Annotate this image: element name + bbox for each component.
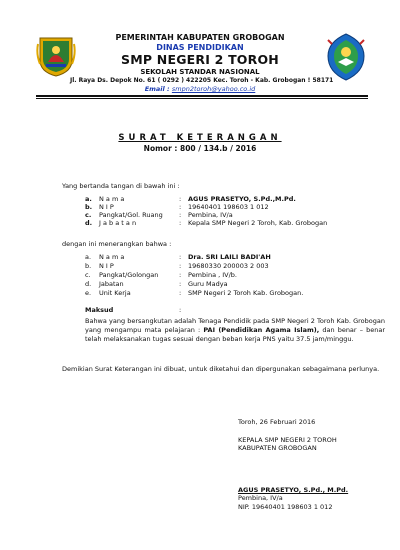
row-letter: e. xyxy=(85,289,92,297)
document-title: SURAT KETERANGAN xyxy=(118,133,282,143)
signer-name: AGUS PRASETYO, S.Pd., M.Pd. xyxy=(238,486,349,494)
row-colon: : xyxy=(179,211,182,219)
subject-highlight: PAI (Pendidikan Agama Islam), xyxy=(203,326,320,334)
row-label: Jabatan xyxy=(99,280,124,288)
signer-title-line2: KABUPATEN GROBOGAN xyxy=(238,444,317,452)
email-link[interactable]: smpn2toroh@yahoo.co.id xyxy=(171,85,256,93)
letterhead-rule-thin xyxy=(36,98,368,99)
subject-row xyxy=(85,280,385,288)
letterhead-government: PEMERINTAH KABUPATEN GROBOGAN xyxy=(115,33,285,42)
subject-row xyxy=(85,262,385,270)
row-label: N a m a xyxy=(99,195,125,203)
row-value: AGUS PRASETYO, S.Pd.,M.Pd. xyxy=(188,195,296,203)
row-label: Unit Kerja xyxy=(99,289,131,297)
maksud-label: Maksud xyxy=(85,306,114,314)
subject-row xyxy=(85,271,385,279)
row-label: Pangkat/Golongan xyxy=(99,271,159,279)
signer-row xyxy=(85,195,385,203)
place-date: Toroh, 26 Februari 2016 xyxy=(238,418,316,426)
row-value: 19680330 200003 2 003 xyxy=(188,262,269,270)
row-letter: b. xyxy=(85,203,93,211)
signer-row xyxy=(85,219,385,227)
row-colon: : xyxy=(179,289,182,297)
letterhead-school-status: SEKOLAH STANDAR NASIONAL xyxy=(140,68,260,76)
intro-text: Yang bertanda tangan di bawah ini : xyxy=(62,182,180,190)
row-label: J a b a t a n xyxy=(99,219,137,227)
row-value: Pembina, IV/a xyxy=(188,211,233,219)
letterhead-rule-thick xyxy=(36,95,368,97)
school-emblem-logo xyxy=(324,32,368,82)
intro2-text: dengan ini menerangkan bahwa : xyxy=(62,240,172,248)
row-letter: a. xyxy=(85,253,92,261)
row-colon: : xyxy=(179,271,182,279)
row-label: N I P xyxy=(99,262,114,270)
signer-title-line1: KEPALA SMP NEGERI 2 TOROH xyxy=(238,436,337,444)
email-label: Email : xyxy=(144,85,172,93)
closing-paragraph: Demikian Surat Keterangan ini dibuat, untuk diketahui dan dipergunakan sebagaimana perlunya. xyxy=(62,365,380,373)
row-letter: c. xyxy=(85,271,91,279)
row-value: Pembina , IV/b. xyxy=(188,271,237,279)
signer-rank: Pembina, IV/a xyxy=(238,494,283,502)
row-value: Kepala SMP Negeri 2 Toroh, Kab. Grobogan xyxy=(188,219,328,227)
maksud-heading xyxy=(85,306,385,314)
subject-row xyxy=(85,253,385,261)
letterhead-school-name: SMP NEGERI 2 TOROH xyxy=(121,52,279,67)
row-letter: d. xyxy=(85,219,93,227)
document-number: Nomor : 800 / 134.b / 2016 xyxy=(143,144,257,153)
letterhead-email-line xyxy=(70,85,330,93)
row-colon: : xyxy=(179,195,182,203)
row-colon: : xyxy=(179,262,182,270)
subject-row xyxy=(85,289,385,297)
row-colon: : xyxy=(179,253,182,261)
row-letter: a. xyxy=(85,195,92,203)
row-colon: : xyxy=(179,280,182,288)
signer-row xyxy=(85,203,385,211)
row-letter: b. xyxy=(85,262,92,270)
row-value: Dra. SRI LAILI BADI'AH xyxy=(188,253,271,261)
row-letter: c. xyxy=(85,211,92,219)
letterhead-department: DINAS PENDIDIKAN xyxy=(156,43,244,52)
row-label: Pangkat/Gol. Ruang xyxy=(99,211,163,219)
signer-nip: NIP. 19640401 198603 1 012 xyxy=(238,503,333,511)
row-colon: : xyxy=(179,203,182,211)
maksud-paragraph: Bahwa yang bersangkutan adalah Tenaga Pendidik pada SMP Negeri 2 Toroh Kab. Grobogan yang mengampu mata pelajaran : PAI (Pendidikan Agama Islam), dan benar – benar telah melaksanakan tugas sesuai dengan beban kerja PNS yaitu 37.5 jam/minggu. xyxy=(85,317,386,343)
row-label: N I P xyxy=(99,203,114,211)
signer-row xyxy=(85,211,385,219)
maksud-colon: : xyxy=(179,306,182,314)
row-value: Guru Madya xyxy=(188,280,228,288)
row-letter: d. xyxy=(85,280,92,288)
row-colon: : xyxy=(179,219,182,227)
letterhead-address: Jl. Raya Ds. Depok No. 61 ( 0292 ) 422205 Kec. Toroh - Kab. Grobogan ! 58171 xyxy=(70,77,334,84)
row-value: 19640401 198603 1 012 xyxy=(188,203,269,211)
row-value: SMP Negeri 2 Toroh Kab. Grobogan. xyxy=(188,289,304,297)
row-label: N a m a xyxy=(99,253,125,261)
